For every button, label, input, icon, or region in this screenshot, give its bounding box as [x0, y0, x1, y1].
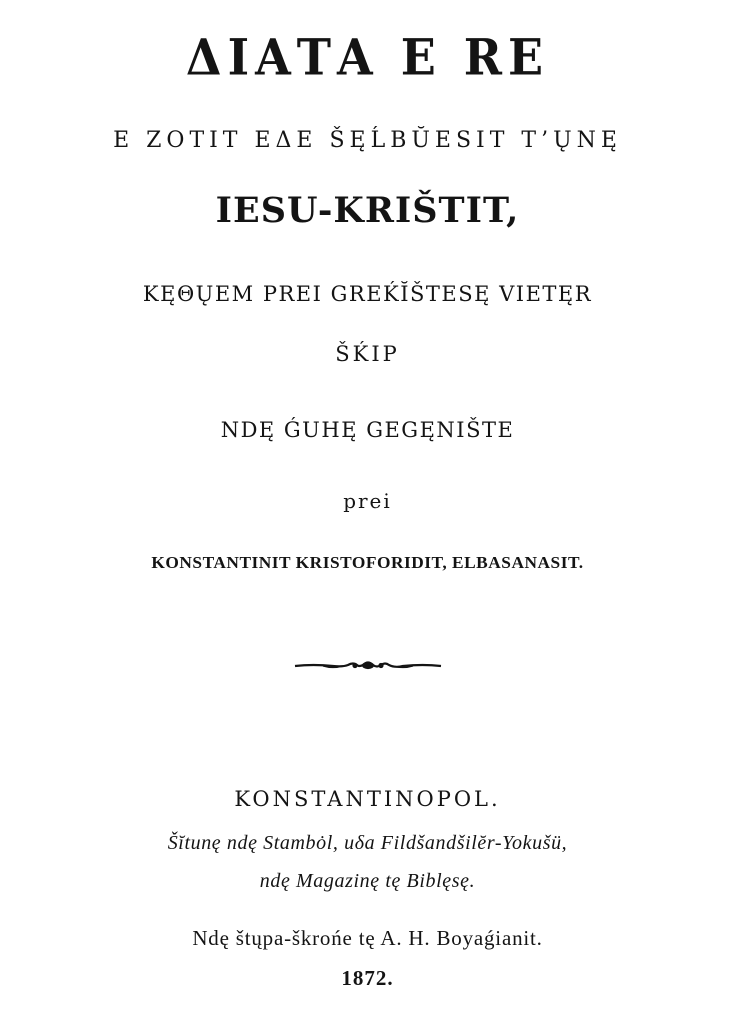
publication-year: 1872. [341, 966, 394, 990]
subtitle-line-4: NDĘ ǴUHĘ GEGĘNIŠTE [220, 418, 515, 442]
author-name: KONSTANTINIT KRISTOFORIDIT, ELBASANASIT. [151, 553, 584, 572]
byline-word: prei [343, 489, 392, 513]
printer-line: Ndę štųpa-škrońe tę A. H. Boyaǵianit. [192, 926, 543, 950]
subtitle-line-3: ŠḰIP [335, 342, 400, 366]
place-of-publication: KONSTANTINOPOL. [234, 787, 501, 811]
subtitle-line-2: KĘΘŲEM PREI GREḰĬŠTESĘ VIETĘR [142, 282, 593, 306]
publisher-line-2: ndę Magazinę tę Biblęsę. [259, 870, 476, 892]
publisher-line-1: Šĭtunę ndę Stambȯl, uδa Fildšandšilĕr-Yokušü, [167, 832, 568, 854]
ornament-divider-icon [293, 656, 443, 676]
subtitle-line-1: E ZOTIT EΔE ŠĘĹBŬESIT T’ŲNĘ [113, 128, 622, 153]
book-title: ΔΙΑΤΑ E RE [185, 27, 550, 87]
subtitle-name: IESU-KRIŠTIT, [215, 190, 520, 231]
